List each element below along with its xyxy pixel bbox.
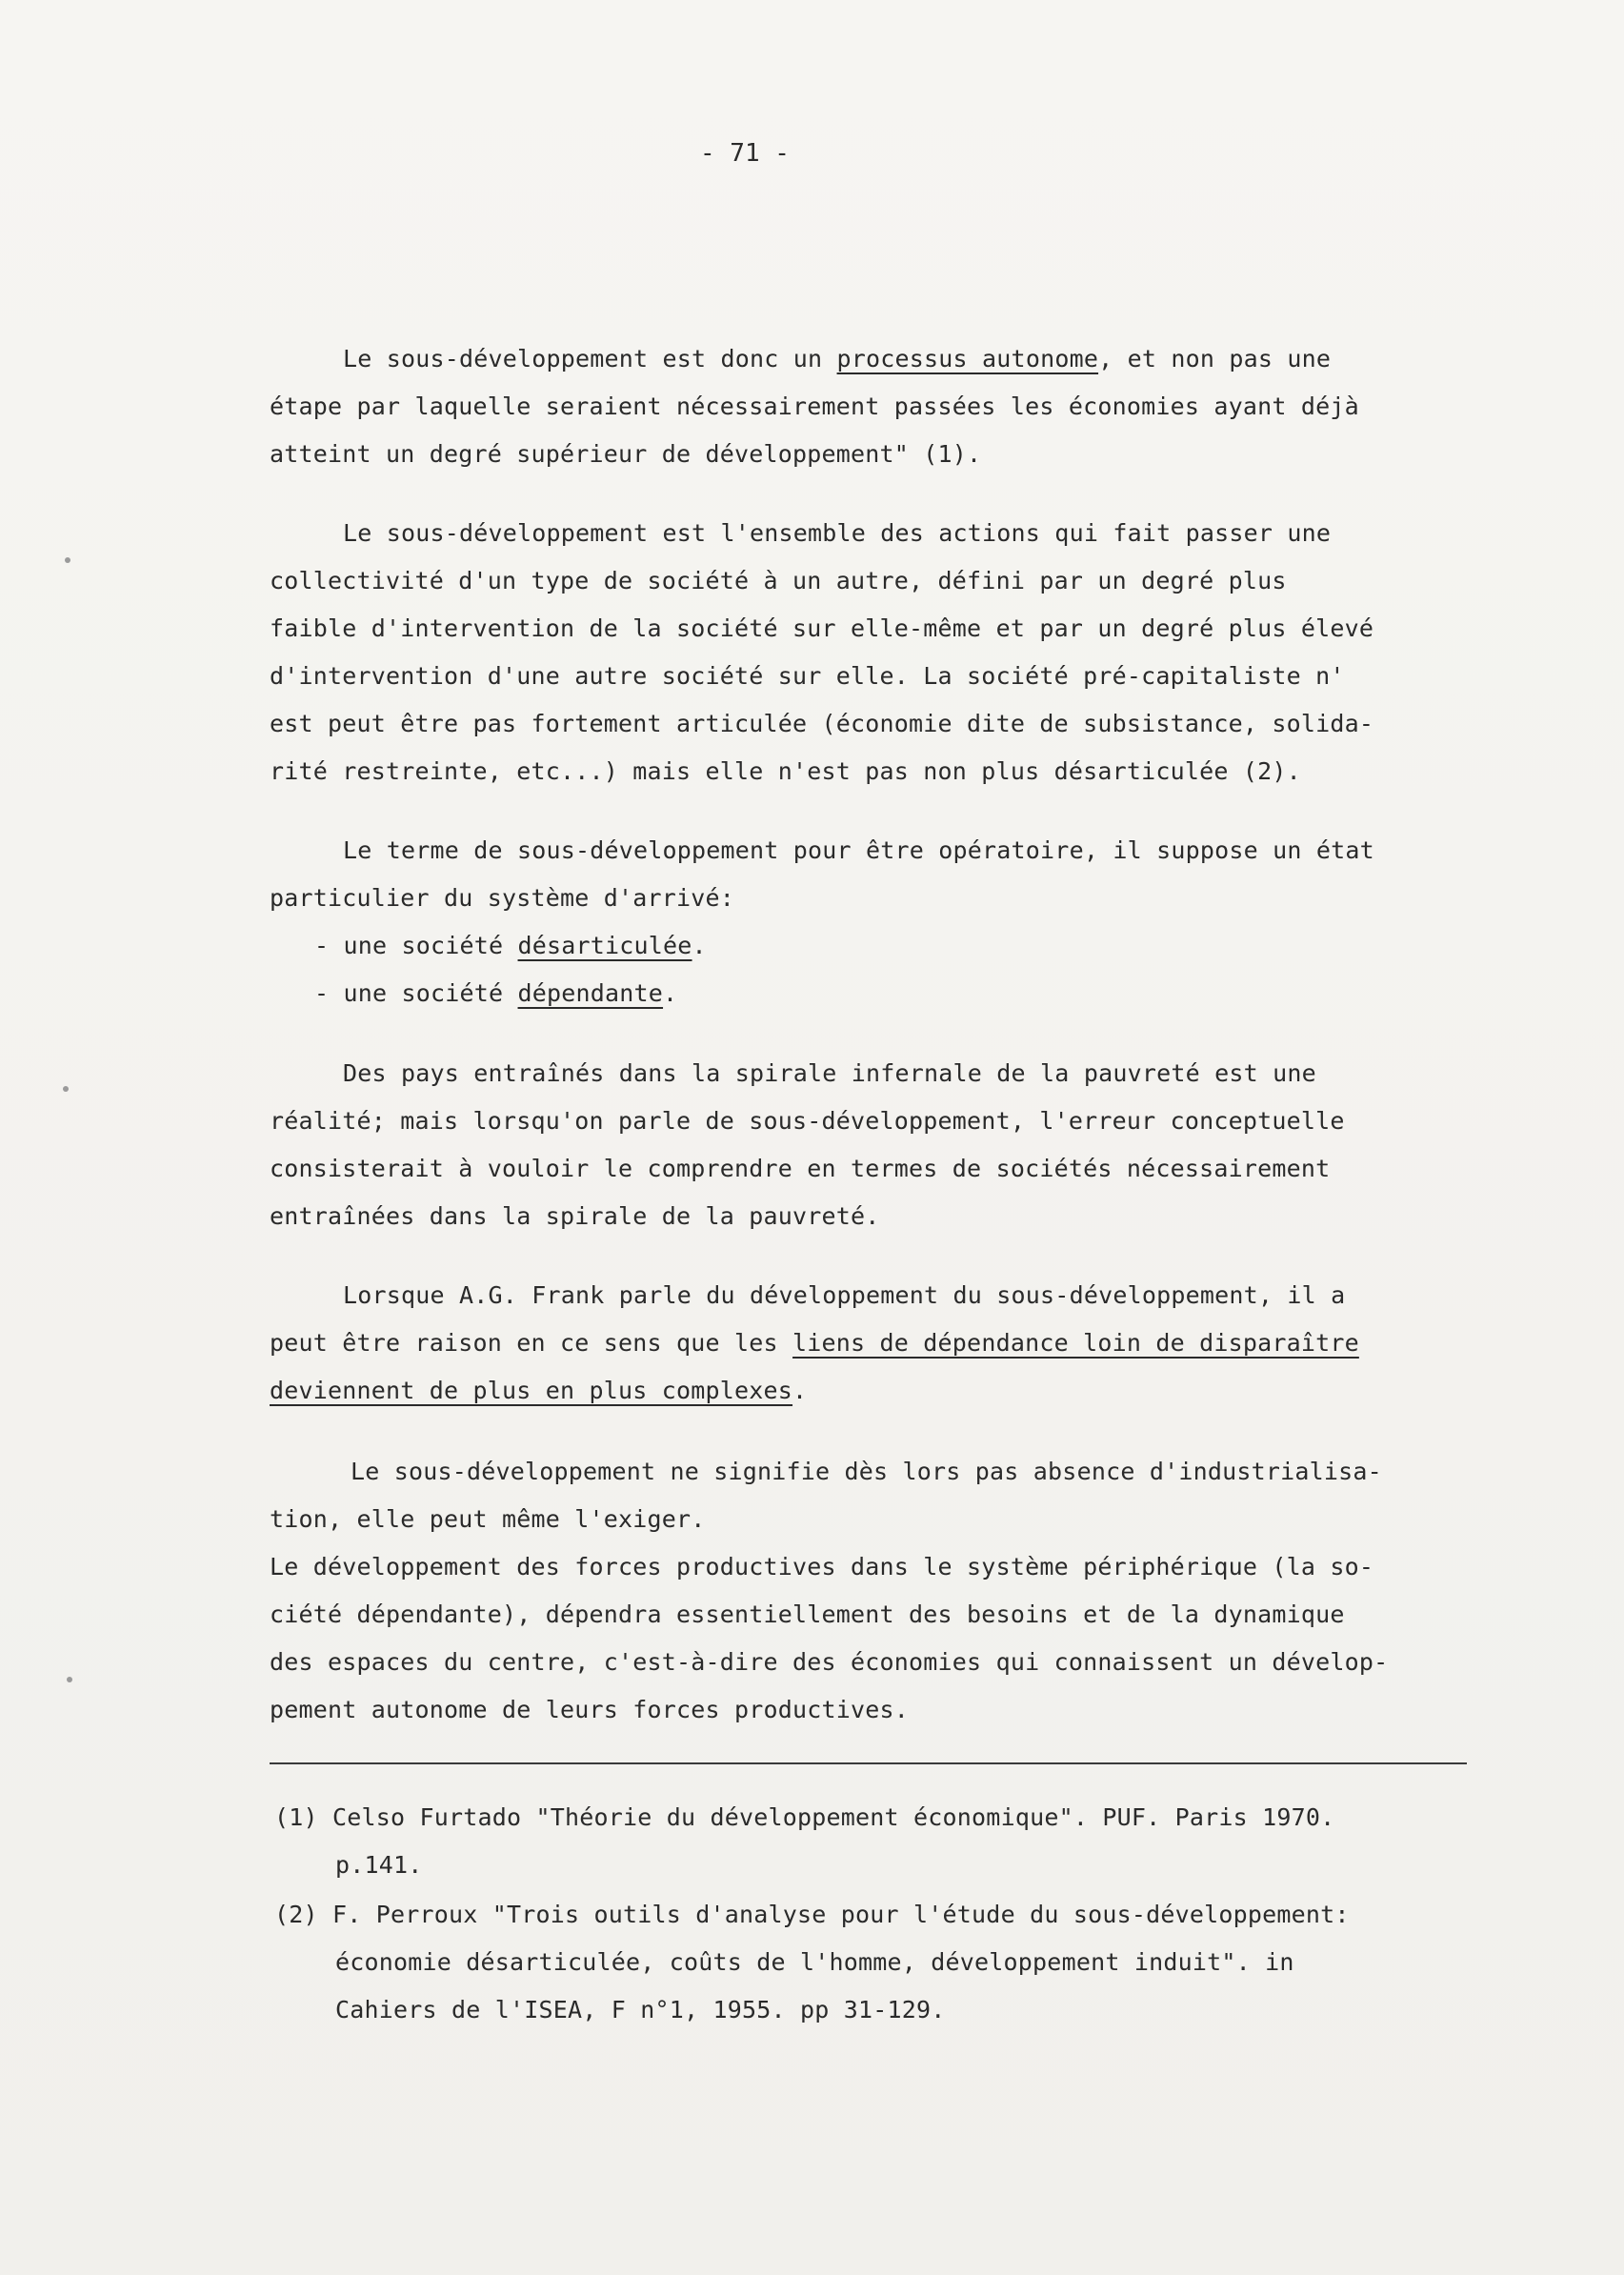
text-line: Le terme de sous-développement pour être opératoire, il suppose un état (343, 836, 1374, 864)
text-line: peut être raison en ce sens que les liens de dépendance loin de disparaître (270, 1329, 1359, 1357)
text-line: tion, elle peut même l'exiger. (270, 1505, 706, 1533)
text-line: est peut être pas fortement articulée (économie dite de subsistance, solida- (270, 710, 1374, 737)
text-line: entraînées dans la spirale de la pauvreté. (270, 1202, 880, 1230)
punch-hole-mark (65, 557, 70, 563)
footnote-line: p.141. (335, 1851, 423, 1879)
text-line: consisterait à vouloir le comprendre en termes de sociétés nécessairement (270, 1155, 1331, 1182)
footnote-line: (2) F. Perroux "Trois outils d'analyse pour l'étude du sous-développement: (274, 1901, 1350, 1928)
underlined-text: dépendante (517, 979, 664, 1007)
text-line: Des pays entraînés dans la spirale infernale de la pauvreté est une (343, 1059, 1316, 1087)
footnote-line: Cahiers de l'ISEA, F n°1, 1955. pp 31-129. (335, 1996, 946, 2023)
text-line: particulier du système d'arrivé: (270, 884, 735, 912)
punch-hole-mark (63, 1086, 69, 1092)
text-line: faible d'intervention de la société sur elle-même et par un degré plus élevé (270, 614, 1374, 642)
text-line: Le sous-développement est l'ensemble des actions qui fait passer une (343, 519, 1332, 547)
footnote-line: économie désarticulée, coûts de l'homme, développement induit". in (335, 1948, 1294, 1976)
text-line: atteint un degré supérieur de développement" (1). (270, 440, 982, 468)
text-line: deviennent de plus en plus complexes. (270, 1377, 808, 1404)
text-line: - une société dépendante. (314, 979, 678, 1007)
text-line: réalité; mais lorsqu'on parle de sous-développement, l'erreur conceptuelle (270, 1107, 1345, 1135)
text-line: étape par laquelle seraient nécessairement passées les économies ayant déjà (270, 393, 1359, 420)
text-line: Le développement des forces productives dans le système périphérique (la so- (270, 1553, 1374, 1580)
text-line: ciété dépendante), dépendra essentiellement des besoins et de la dynamique (270, 1601, 1345, 1628)
text-line: - une société désarticulée. (314, 932, 707, 959)
footnote-separator (270, 1762, 1467, 1764)
text-line: Le sous-développement ne signifie dès lors pas absence d'industrialisa- (351, 1458, 1382, 1485)
text-line: pement autonome de leurs forces productives. (270, 1696, 910, 1723)
text-line: des espaces du centre, c'est-à-dire des économies qui connaissent un dévelop- (270, 1648, 1389, 1676)
text-line: Lorsque A.G. Frank parle du développement du sous-développement, il a (343, 1281, 1346, 1309)
text-line: d'intervention d'une autre société sur elle. La société pré-capitaliste n' (270, 662, 1345, 690)
underlined-text: deviennent de plus en plus complexes (270, 1377, 793, 1404)
page-number: - 71 - (700, 139, 790, 168)
underlined-text: désarticulée (517, 932, 692, 959)
text-line: rité restreinte, etc...) mais elle n'est pas non plus désarticulée (2). (270, 757, 1301, 785)
underlined-text: processus autonome (836, 345, 1099, 372)
punch-hole-mark (67, 1677, 72, 1682)
text-line: Le sous-développement est donc un processus autonome, et non pas une (343, 345, 1332, 372)
footnote-line: (1) Celso Furtado "Théorie du développement économique". PUF. Paris 1970. (274, 1803, 1335, 1831)
text-line: collectivité d'un type de société à un autre, défini par un degré plus (270, 567, 1287, 594)
underlined-text: liens de dépendance loin de disparaître (792, 1329, 1359, 1357)
